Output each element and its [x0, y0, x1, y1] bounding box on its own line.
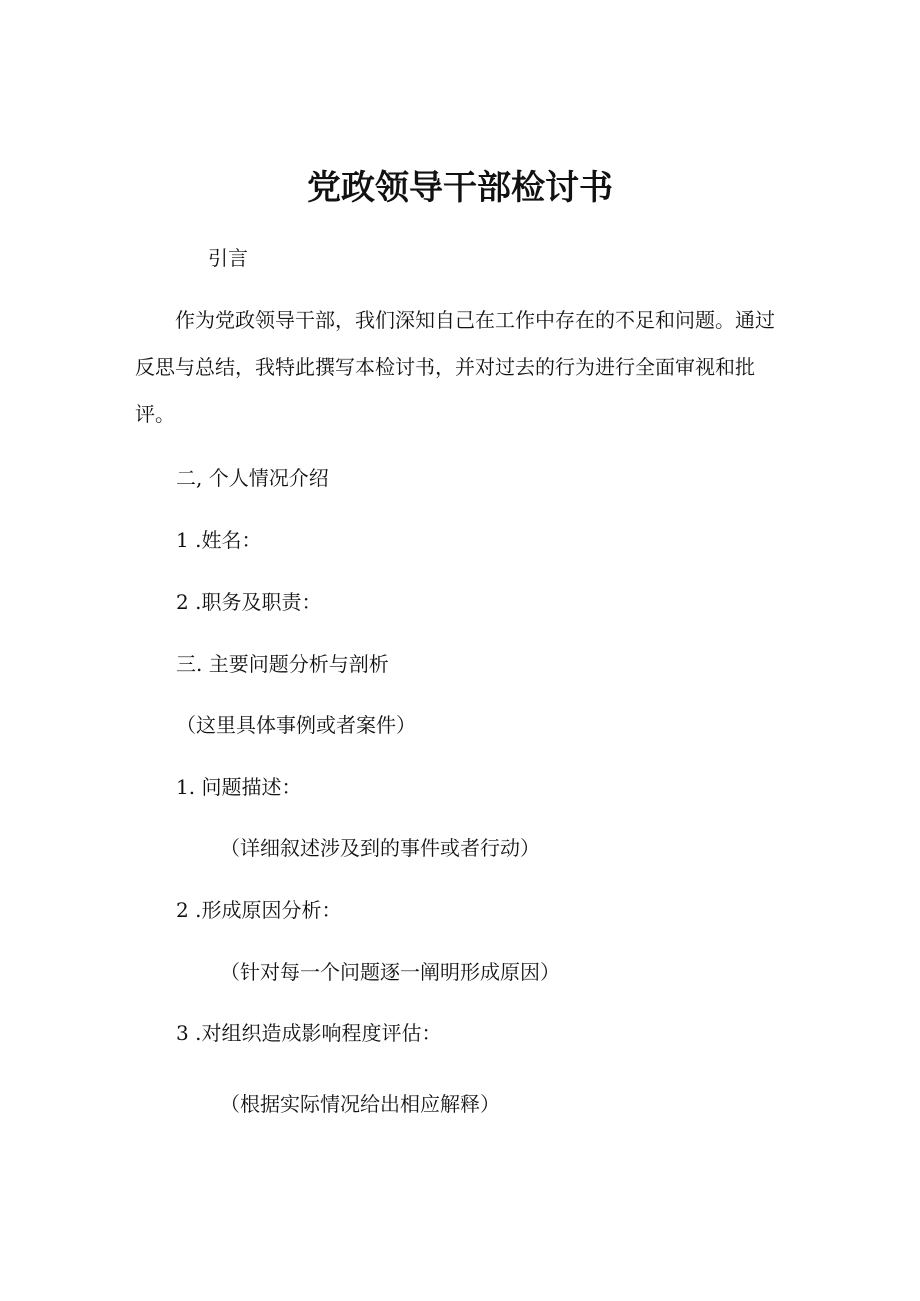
impact-assessment: 3 .对组织造成影响程度评估： — [176, 1021, 442, 1045]
intro-heading: 引言 — [208, 246, 248, 270]
intro-paragraph: 作为党政领导干部，我们深知自己在工作中存在的不足和问题。通过反思与总结，我特此撰写本检讨书，并对过去的行为进行全面审视和批评。 — [135, 308, 775, 426]
problem-description: 1. 问题描述： — [176, 775, 302, 799]
impact-assessment-note: （根据实际情况给出相应解释） — [220, 1092, 500, 1116]
item-name: 1 .姓名： — [176, 528, 262, 552]
document-title: 党政领导干部检讨书 — [307, 168, 613, 208]
item-position: 2 .职务及职责： — [176, 590, 322, 614]
section-3-heading: 三. 主要问题分析与剖析 — [176, 652, 389, 676]
section-2-heading: 二, 个人情况介绍 — [176, 466, 329, 490]
cause-analysis-note: （针对每一个问题逐一阐明形成原因） — [220, 960, 560, 984]
problem-description-note: （详细叙述涉及到的事件或者行动） — [220, 836, 540, 860]
cause-analysis: 2 .形成原因分析： — [176, 898, 342, 922]
section-3-note: （这里具体事例或者案件） — [176, 713, 416, 737]
